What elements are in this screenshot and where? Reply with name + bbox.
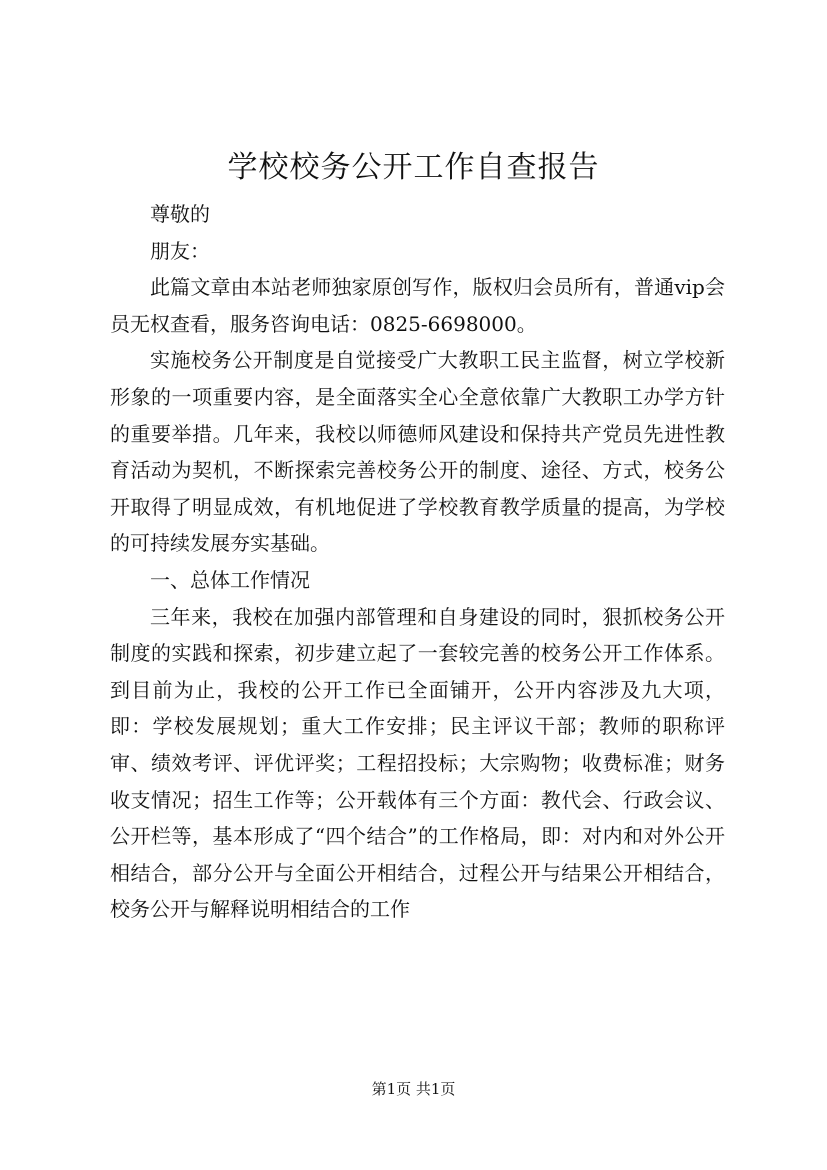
document-title: 学校校务公开工作自查报告 bbox=[227, 150, 600, 185]
intro-paragraph: 实施校务公开制度是自觉接受广大教职工民主监督，树立学校新形象的一项重要内容，是全面落实全心全意依靠广大教职工办学方针的重要举措。几年来，我校以师德师风建设和保持共产党员先进性教育活动为契机，不断探索完善校务公开的制度、途径、方式，校务公开取得了明显成效，有机地促进了学校教育教学质量的提高，为学校的可持续发展夯实基础。 bbox=[110, 348, 725, 556]
page-footer: 第1页 共1页 bbox=[371, 1080, 456, 1098]
salutation-line-2: 朋友： bbox=[150, 238, 210, 263]
document-body bbox=[110, 196, 725, 928]
copyright-notice-paragraph: 此篇文章由本站老师独家原创写作，版权归会员所有，普通vip会员无权查看，服务咨询电话：0825-6698000。 bbox=[110, 275, 725, 336]
section-heading-overall: 一、总体工作情况 bbox=[150, 567, 310, 592]
overall-situation-paragraph: 三年来，我校在加强内部管理和自身建设的同时，狠抓校务公开制度的实践和探索，初步建立起了一套较完善的校务公开工作体系。到目前为止，我校的公开工作已全面铺开，公开内容涉及九大项，即：学校发展规划；重大工作安排；民主评议干部；教师的职称评审、绩效考评、评优评奖；工程招投标；大宗购物；收费标准；财务收支情况；招生工作等；公开载体有三个方面：教代会、行政会议、公开栏等，基本形成了“四个结合”的工作格局，即：对内和对外公开相结合，部分公开与全面公开相结合，过程公开与结果公开相结合，校务公开与解释说明相结合的工作 bbox=[110, 604, 725, 922]
salutation-line-1: 尊敬的 bbox=[150, 202, 210, 226]
